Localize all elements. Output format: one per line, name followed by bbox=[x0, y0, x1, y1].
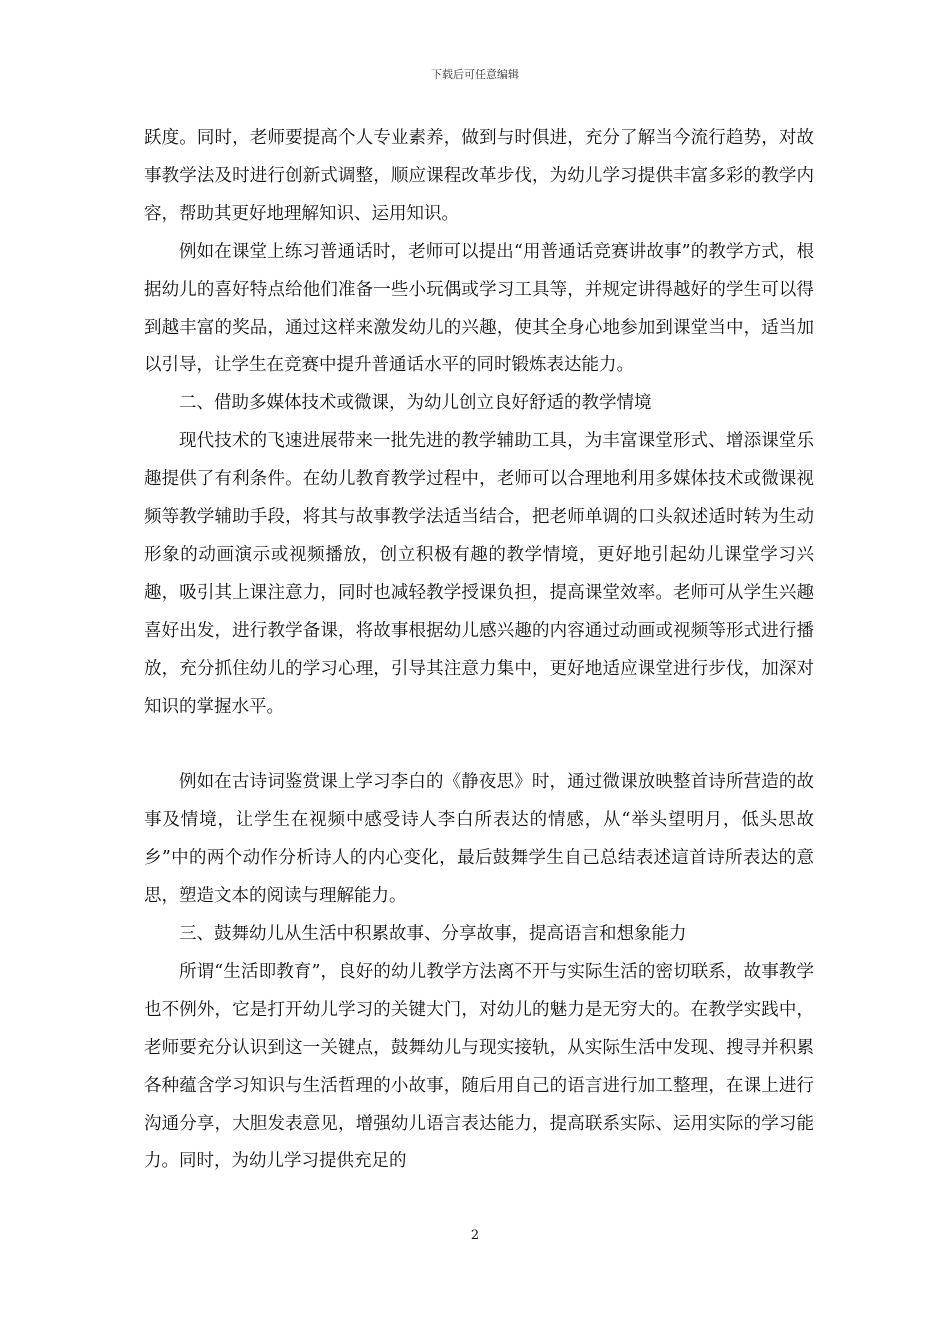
section-heading-3: 三、鼓舞幼儿从生活中积累故事、分享故事，提高语言和想象能力 bbox=[179, 924, 687, 945]
page-number: 2 bbox=[470, 1228, 480, 1243]
paragraph-life-education: 所谓“生活即教育”，良好的幼儿教学方法离不开与实际生活的密切联系，故事教学也不例外，它是打开幼儿学习的关键大门，对幼儿的魅力是无穷大的。在教学实践中，老师要充分认识到这一关键点，鼓舞幼儿与现实接轨，从实际生活中发现、搜寻并积累各种蕴含学习知识与生活哲理的小故事，随后用自己的语言进行加工整理，在课上进行沟通分享，大胆发表意见，增强幼儿语言表达能力，提高联系实际、运用实际的学习能力。同时，为幼儿学习提供充足的 bbox=[144, 961, 814, 1172]
document-body bbox=[144, 120, 814, 1181]
paragraph-poem-example: 例如在古诗词鉴赏课上学习李白的《静夜思》时，通过微课放映整首诗所营造的故事及情境，让学生在视频中感受诗人李白所表达的情感，从“举头望明月，低头思故乡”中的两个动作分析诗人的内心变化，最后鼓舞学生自己总结表述這首诗所表达的意思，塑造文本的阅读与理解能力。 bbox=[144, 772, 814, 907]
section-heading-2: 二、借助多媒体技术或微课，为幼儿创立良好舒适的教学情境 bbox=[179, 393, 652, 414]
paragraph-continuation: 跃度。同时，老师要提高个人专业素养，做到与时俱进，充分了解当今流行趋势，对故事教学法及时进行创新式调整，顺应课程改革步伐，为幼儿学习提供丰富多彩的教学内容，帮助其更好地理解知识、运用知识。 bbox=[144, 128, 814, 224]
paragraph-mandarin-example: 例如在课堂上练习普通话时，老师可以提出“用普通话竞赛讲故事”的教学方式，根据幼儿的喜好特点给他们准备一些小玩偶或学习工具等，并规定讲得越好的学生可以得到越丰富的奖品，通过这样来激发幼儿的兴趣，使其全身心地参加到课堂当中，适当加以引导，让学生在竞赛中提升普通话水平的同时锻炼表达能力。 bbox=[144, 241, 814, 376]
page-header: 下载后可任意编辑 bbox=[431, 68, 519, 81]
paragraph-multimedia: 现代技术的飞速进展带来一批先进的教学辅助工具，为丰富课堂形式、增添课堂乐趣提供了有利条件。在幼儿教育教学过程中，老师可以合理地利用多媒体技术或微课视频等教学辅助手段，将其与故事教学法适当结合，把老师单调的口头叙述适时转为生动形象的动画演示或视频播放，创立积极有趣的教学情境，更好地引起幼儿课堂学习兴趣，吸引其上课注意力，同时也减轻教学授课负担，提高课堂效率。老师可从学生兴趣喜好出发，进行教学备课，将故事根据幼儿感兴趣的内容通过动画或视频等形式进行播放，充分抓住幼儿的学习心理，引导其注意力集中，更好地适应课堂进行步伐，加深对知识的掌握水平。 bbox=[144, 431, 814, 717]
